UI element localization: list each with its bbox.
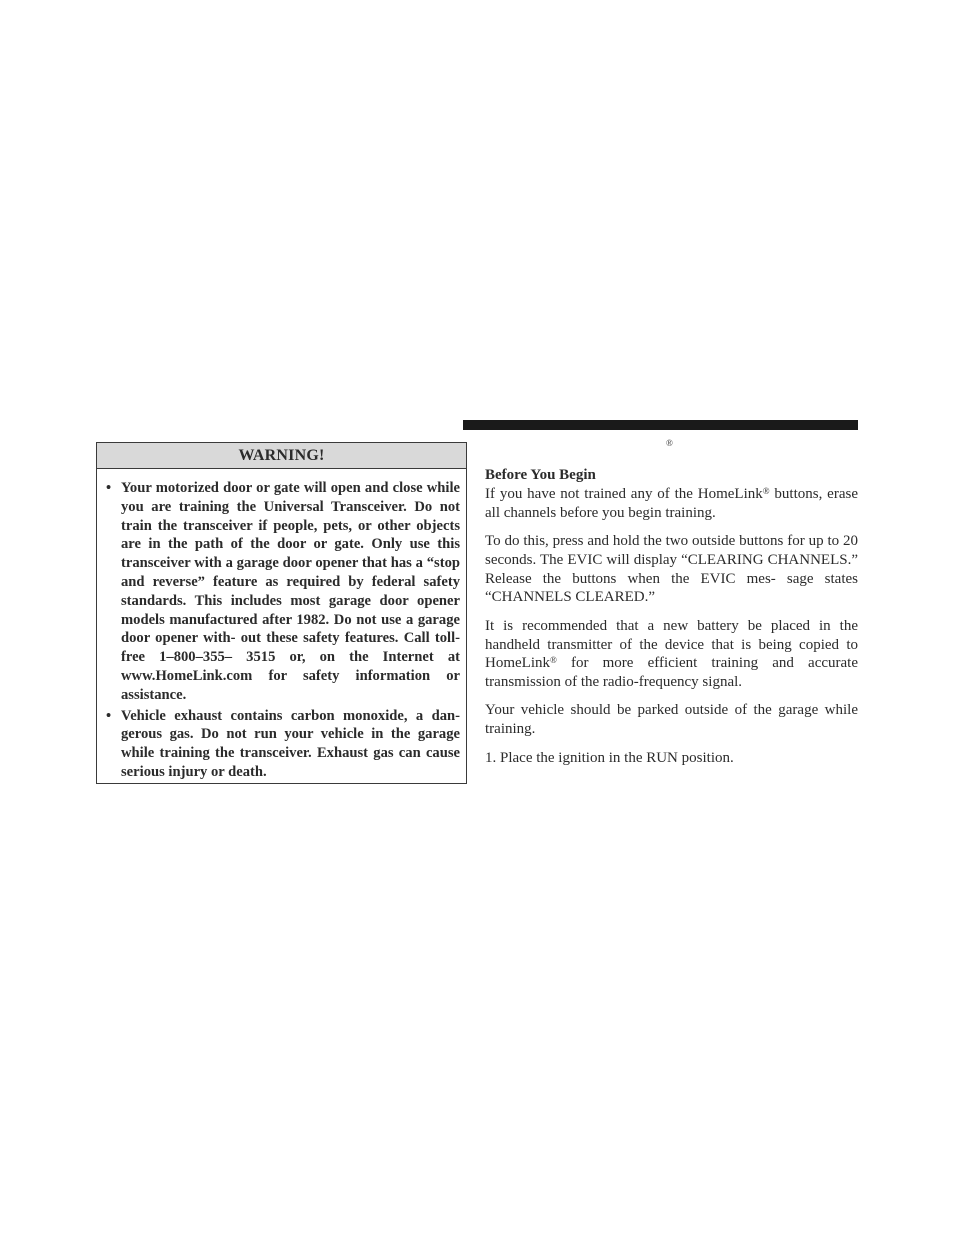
bullet-icon: • <box>106 707 112 724</box>
step-1: 1. Place the ignition in the RUN position. <box>485 749 734 766</box>
paragraph-text: It is recommended that a new battery be placed in the handheld transmitter of the device that is being copied to HomeLink <box>485 617 858 672</box>
section-title-bar <box>463 420 858 430</box>
paragraph-vehicle-position: Your vehicle should be parked outside of the garage while training. <box>485 702 858 738</box>
registered-mark: ® <box>550 655 557 666</box>
warning-item <box>106 479 460 705</box>
section-body <box>485 465 858 777</box>
warning-title: WARNING! <box>97 443 466 469</box>
registered-mark: ® <box>666 438 673 448</box>
warning-list <box>97 469 466 782</box>
registered-mark: ® <box>762 486 770 496</box>
paragraph-text: If you have not trained any of the HomeLink <box>485 486 763 502</box>
warning-item-text: Your motorized door or gate will open and close while you are training the Universal Transceiver. Do not train the transceiver if people, pets, or other objects are in the path of the door or gate. Only use this transceiver with a garage door opener that has a “stop and reverse” feature as required by federal safety standards. This includes most garage door opener models manufactured after 1982. Do not use a garage door opener with- out these safety features. Call toll-free 1–800–355– 3515 or, on the Internet at www.HomeLink.com for safety information or assistance. <box>121 480 460 703</box>
paragraph-text: buttons, erase all channels before you begin training. <box>485 486 858 521</box>
paragraph-clearing-procedure: To do this, press and hold the two outside buttons for up to 20 seconds. The EVIC will display “CLEARING CHANNELS.” Release the buttons when the EVIC mes- sage states “CHANNELS CLEARED.” <box>485 533 858 606</box>
warning-item-text: Vehicle exhaust contains carbon monoxide, a dan- gerous gas. Do not run your vehicle in the garage while training the transceiver. Exhaust gas can cause serious injury or death. <box>121 707 460 780</box>
bullet-icon: • <box>106 480 112 496</box>
warning-box <box>96 442 467 784</box>
paragraph-battery <box>485 617 858 692</box>
section-heading: Before You Begin <box>485 467 596 483</box>
paragraph-erase-channels <box>485 485 858 523</box>
warning-item <box>106 707 460 782</box>
paragraph-text: for more efficient training and accurate transmission of the radio-frequency signal. <box>485 655 858 691</box>
